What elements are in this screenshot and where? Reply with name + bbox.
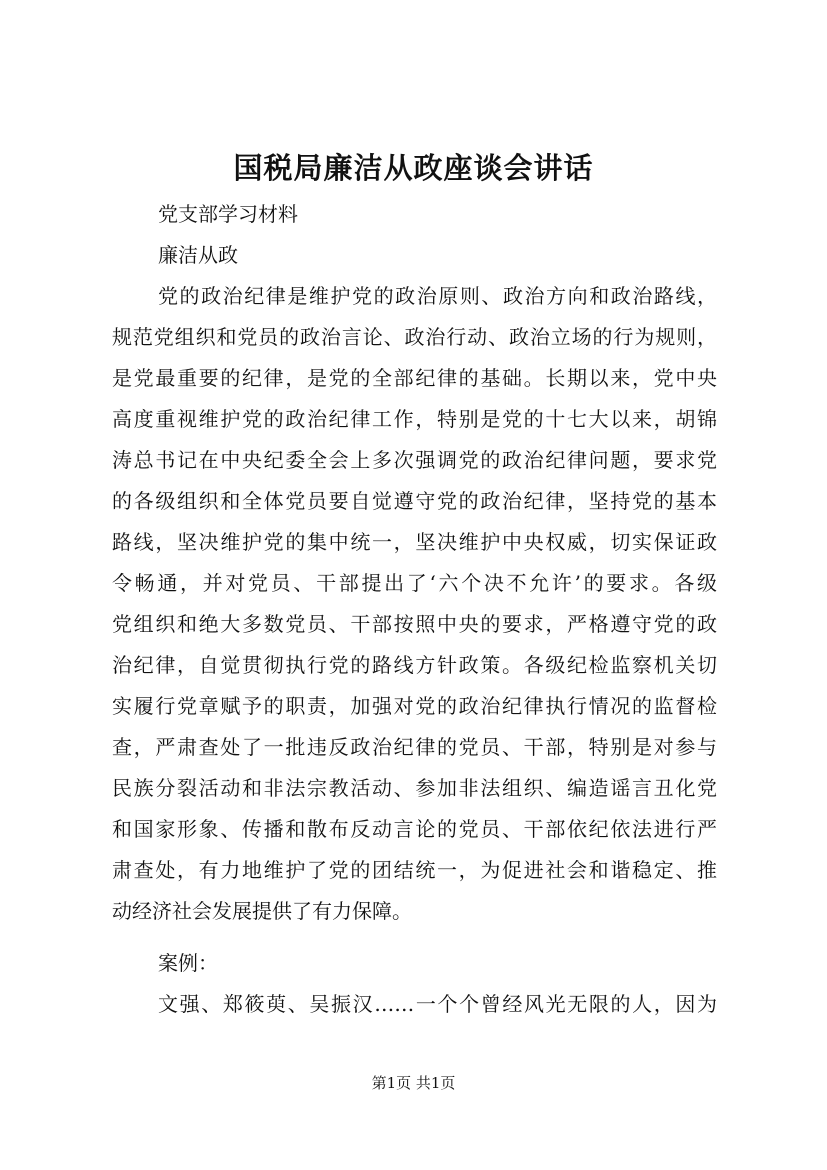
- paragraph-line: 治纪律，自觉贯彻执行党的路线方针政策。各级纪检监察机关切: [112, 653, 717, 677]
- paragraph-line: 的各级组织和全体党员要自觉遵守党的政治纪律，坚持党的基本: [112, 489, 717, 513]
- paragraph-line: 动经济社会发展提供了有力保障。: [112, 899, 412, 923]
- paragraph-line: 高度重视维护党的政治纪律工作，特别是党的十七大以来，胡锦: [112, 407, 717, 431]
- paragraph-line: 是党最重要的纪律，是党的全部纪律的基础。长期以来，党中央: [112, 366, 717, 390]
- paragraph-line: 查，严肃查处了一批违反政治纪律的党员、干部，特别是对参与: [112, 735, 717, 759]
- paragraph-line: 民族分裂活动和非法宗教活动、参加非法组织、编造谣言丑化党: [112, 776, 717, 800]
- subtitle-clean-governance: 廉洁从政: [158, 243, 238, 267]
- paragraph-line: 党的政治纪律是维护党的政治原则、政治方向和政治路线，: [158, 284, 717, 308]
- paragraph-line: 规范党组织和党员的政治言论、政治行动、政治立场的行为规则，: [112, 325, 717, 349]
- paragraph-line: 党组织和绝大多数党员、干部按照中央的要求，严格遵守党的政: [112, 612, 717, 636]
- document-title: 国税局廉洁从政座谈会讲话: [233, 151, 594, 185]
- paragraph-line: 肃查处，有力地维护了党的团结统一，为促进社会和谐稳定、推: [112, 858, 717, 882]
- paragraph-line: 令畅通，并对党员、干部提出了‘六个决不允许’的要求。各级: [112, 571, 717, 595]
- paragraph-line: 和国家形象、传播和散布反动言论的党员、干部依纪依法进行严: [112, 817, 717, 841]
- page-footer: 第1页 共1页: [371, 1074, 456, 1092]
- case-label: 案例：: [158, 951, 218, 975]
- subtitle-study-material: 党支部学习材料: [158, 202, 298, 226]
- paragraph-line: 路线，坚决维护党的集中统一，坚决维护中央权威，切实保证政: [112, 530, 717, 554]
- paragraph-line: 涛总书记在中央纪委全会上多次强调党的政治纪律问题，要求党: [112, 448, 717, 472]
- paragraph-line: 实履行党章赋予的职责，加强对党的政治纪律执行情况的监督检: [112, 694, 717, 718]
- case-line: 文强、郑筱萸、吴振汉……一个个曾经风光无限的人，因为: [158, 992, 717, 1016]
